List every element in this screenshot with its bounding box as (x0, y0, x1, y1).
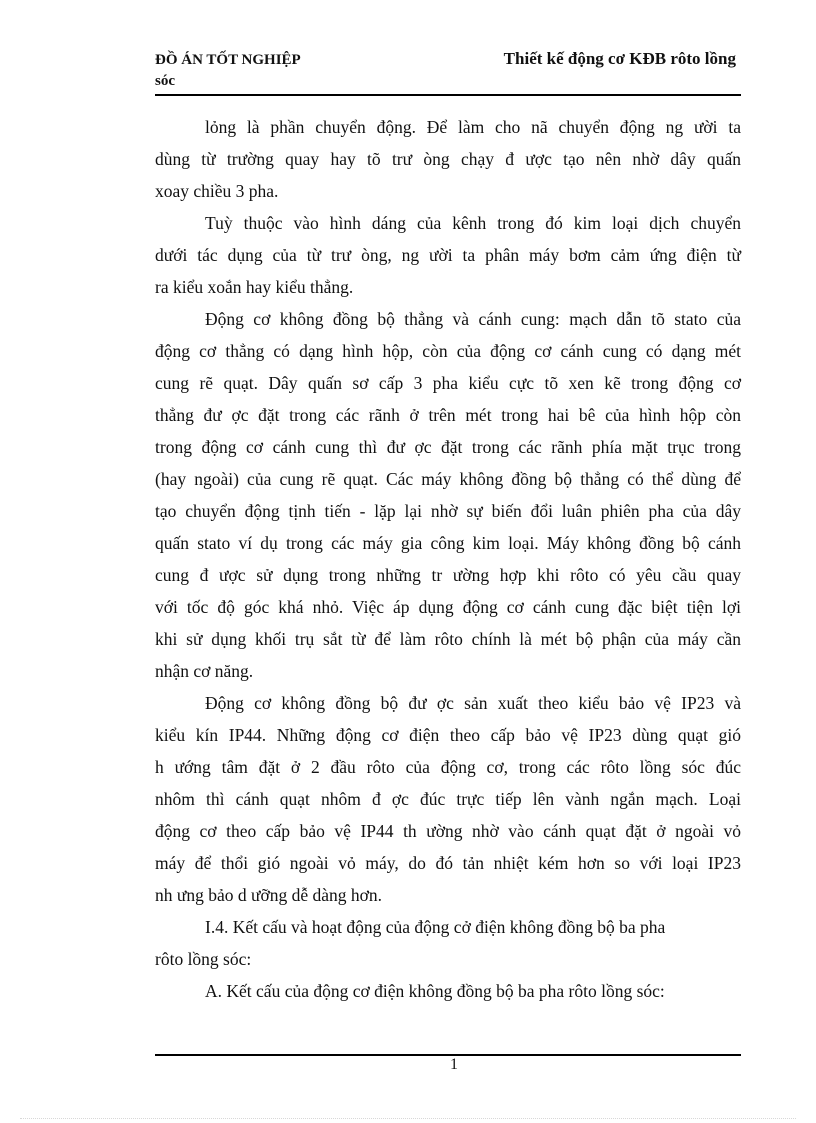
text-line: dùng từ trường quay hay tõ trư òng chạy đ ược tạo nên nhờ dây quấn (155, 149, 741, 169)
header-left (155, 50, 301, 92)
text-line: xoay chiều 3 pha. (155, 181, 279, 201)
text-line: khi sử dụng khối trụ sắt từ để làm rôto chính là mét bộ phận của máy cần (155, 629, 741, 649)
text-line: kiểu kín IP44. Những động cơ điện theo cấp bảo vệ IP23 dùng quạt gió (155, 725, 741, 745)
text-line: tạo chuyển động tịnh tiến - lặp lại nhờ sự biến đổi luân phiên pha của dây (155, 501, 741, 521)
page-bottom-edge (20, 1118, 796, 1119)
text-line: dưới tác dụng của từ trư òng, ng ười ta phân máy bơm cảm ứng điện từ (155, 245, 741, 265)
subsection-heading: A. Kết cấu của động cơ điện không đồng bộ ba pha rôto lồng sóc: (205, 981, 665, 1001)
text-line: động cơ theo cấp bảo vệ IP44 th ường nhờ vào cánh quạt đặt ở ngoài vỏ (155, 821, 741, 841)
text-line: cung rẽ quạt. Dây quấn sơ cấp 3 pha kiểu cực tõ xen kẽ trong động cơ (155, 373, 741, 393)
document-body (155, 111, 741, 1007)
header-divider (155, 94, 741, 96)
header-title: ĐỒ ÁN TỐT NGHIỆP (155, 52, 301, 68)
text-line: máy để thổi gió ngoài vỏ máy, do đó tản nhiệt kém hơn so với loại IP23 (155, 853, 741, 873)
section-heading-continued: rôto lồng sóc: (155, 949, 252, 969)
text-line: ra kiểu xoắn hay kiểu thẳng. (155, 277, 354, 297)
header-title-continued: sóc (155, 73, 175, 89)
section-heading: I.4. Kết cấu và hoạt động của động cở điện không đồng bộ ba pha (205, 917, 666, 937)
text-line: động cơ thẳng có dạng hình hộp, còn của động cơ cánh cung có dạng mét (155, 341, 741, 361)
text-line: lỏng là phần chuyển động. Để làm cho nã chuyển động ng ười ta (205, 117, 741, 137)
text-line: thẳng đư ợc đặt trong các rãnh ở trên mét trong hai bê của hình hộp còn (155, 405, 741, 425)
text-line: với tốc độ góc khá nhỏ. Việc áp dụng động cơ cánh cung đặc biệt tiện lợi (155, 597, 741, 617)
text-line: cung đ ược sử dụng trong những tr ường hợp khi rôto có yêu cầu quay (155, 565, 741, 585)
text-line: Động cơ không đồng bộ thẳng và cánh cung: mạch dẫn tõ stato của (205, 309, 741, 329)
text-line: Tuỳ thuộc vào hình dáng của kênh trong đó kim loại dịch chuyển (205, 213, 741, 233)
text-line: nhận cơ năng. (155, 661, 254, 681)
text-line: quấn stato ví dụ trong các máy gia công kim loại. Máy không đồng bộ cánh (155, 533, 741, 553)
text-line: nhôm thì cánh quạt nhôm đ ợc đúc trực tiếp lên vành ngắn mạch. Loại (155, 789, 741, 809)
text-line: trong động cơ cánh cung thì đư ợc đặt trong các rãnh phía mặt trục trong (155, 437, 741, 457)
page-number: 1 (450, 1056, 458, 1073)
text-line: h ướng tâm đặt ở 2 đầu rôto của động cơ, trong các rôto lồng sóc đúc (155, 757, 741, 777)
text-line: nh ưng bảo d ưỡng dễ dàng hơn. (155, 885, 383, 905)
header-document-title: Thiết kế động cơ KĐB rôto lồng (503, 49, 736, 68)
text-line: (hay ngoài) của cung rẽ quạt. Các máy không đồng bộ thẳng có thể dùng để (155, 469, 741, 489)
text-line: Động cơ không đồng bộ đư ợc sản xuất theo kiểu bảo vệ IP23 và (205, 693, 741, 713)
